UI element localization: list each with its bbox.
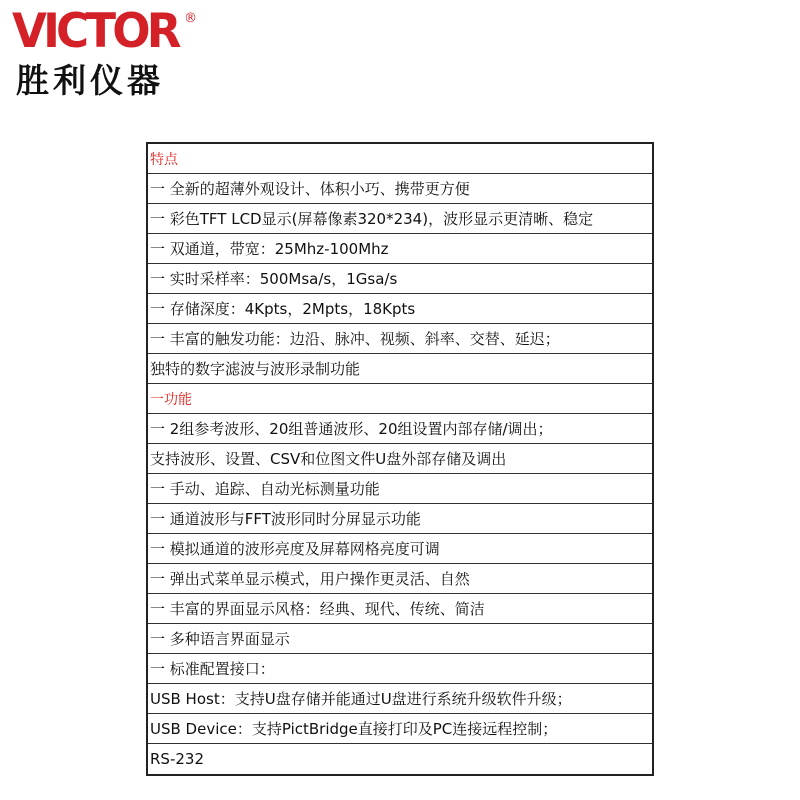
spec-row	[148, 564, 652, 594]
spec-row	[148, 414, 652, 444]
spec-text: 一 标准配置接口：	[150, 660, 275, 678]
spec-text: 一 彩色TFT LCD显示(屏幕像素320*234)，波形显示更清晰、稳定	[150, 210, 594, 228]
spec-row	[148, 474, 652, 504]
section-heading-row	[148, 384, 652, 414]
spec-row	[148, 264, 652, 294]
spec-row	[148, 294, 652, 324]
spec-text: 一 弹出式菜单显示模式，用户操作更灵活、自然	[150, 570, 470, 588]
spec-text: 一 多种语言界面显示	[150, 630, 290, 648]
spec-text: 支持波形、设置、CSV和位图文件U盘外部存储及调出	[150, 450, 507, 468]
spec-row	[148, 714, 652, 744]
section-heading-row	[148, 144, 652, 174]
spec-row	[148, 624, 652, 654]
spec-row	[148, 684, 652, 714]
spec-text: 一 模拟通道的波形亮度及屏幕网格亮度可调	[150, 540, 440, 558]
spec-row	[148, 204, 652, 234]
spec-table	[146, 142, 654, 776]
spec-text: 一 实时采样率：500Msa/s，1Gsa/s	[150, 270, 398, 288]
spec-row	[148, 504, 652, 534]
registered-trademark-icon: ®	[184, 11, 197, 26]
spec-row	[148, 594, 652, 624]
spec-text: 一 2组参考波形、20组普通波形、20组设置内部存储/调出；	[150, 420, 553, 438]
spec-text: RS-232	[150, 750, 204, 768]
spec-row	[148, 444, 652, 474]
spec-text: USB Device：支持PictBridge直接打印及PC连接远程控制；	[150, 720, 558, 738]
spec-text: 独特的数字滤波与波形录制功能	[150, 360, 361, 378]
logo-chinese-name: 胜利仪器	[16, 61, 164, 100]
spec-text: 一 手动、追踪、自动光标测量功能	[150, 480, 380, 498]
spec-text: 一 通道波形与FFT波形同时分屏显示功能	[150, 510, 421, 528]
section-heading: 一功能	[150, 391, 192, 408]
spec-text: 一 丰富的触发功能：边沿、脉冲、视频、斜率、交替、延迟；	[150, 330, 560, 348]
spec-row	[148, 324, 652, 354]
spec-text: 一 丰富的界面显示风格：经典、现代、传统、简洁	[150, 600, 485, 618]
spec-row	[148, 234, 652, 264]
spec-row	[148, 534, 652, 564]
spec-row	[148, 174, 652, 204]
spec-text: 一 存储深度：4Kpts，2Mpts，18Kpts	[150, 300, 416, 318]
logo-wordmark: VICTOR	[12, 4, 178, 59]
spec-text: USB Host：支持U盘存储并能通过U盘进行系统升级软件升级；	[150, 690, 572, 708]
spec-text: 一 全新的超薄外观设计、体积小巧、携带更方便	[150, 180, 470, 198]
section-heading: 特点	[150, 151, 178, 168]
spec-row	[148, 744, 652, 774]
spec-row	[148, 354, 652, 384]
victor-logo	[12, 4, 202, 103]
spec-row	[148, 654, 652, 684]
spec-text: 一 双通道，带宽：25Mhz-100Mhz	[150, 240, 389, 258]
